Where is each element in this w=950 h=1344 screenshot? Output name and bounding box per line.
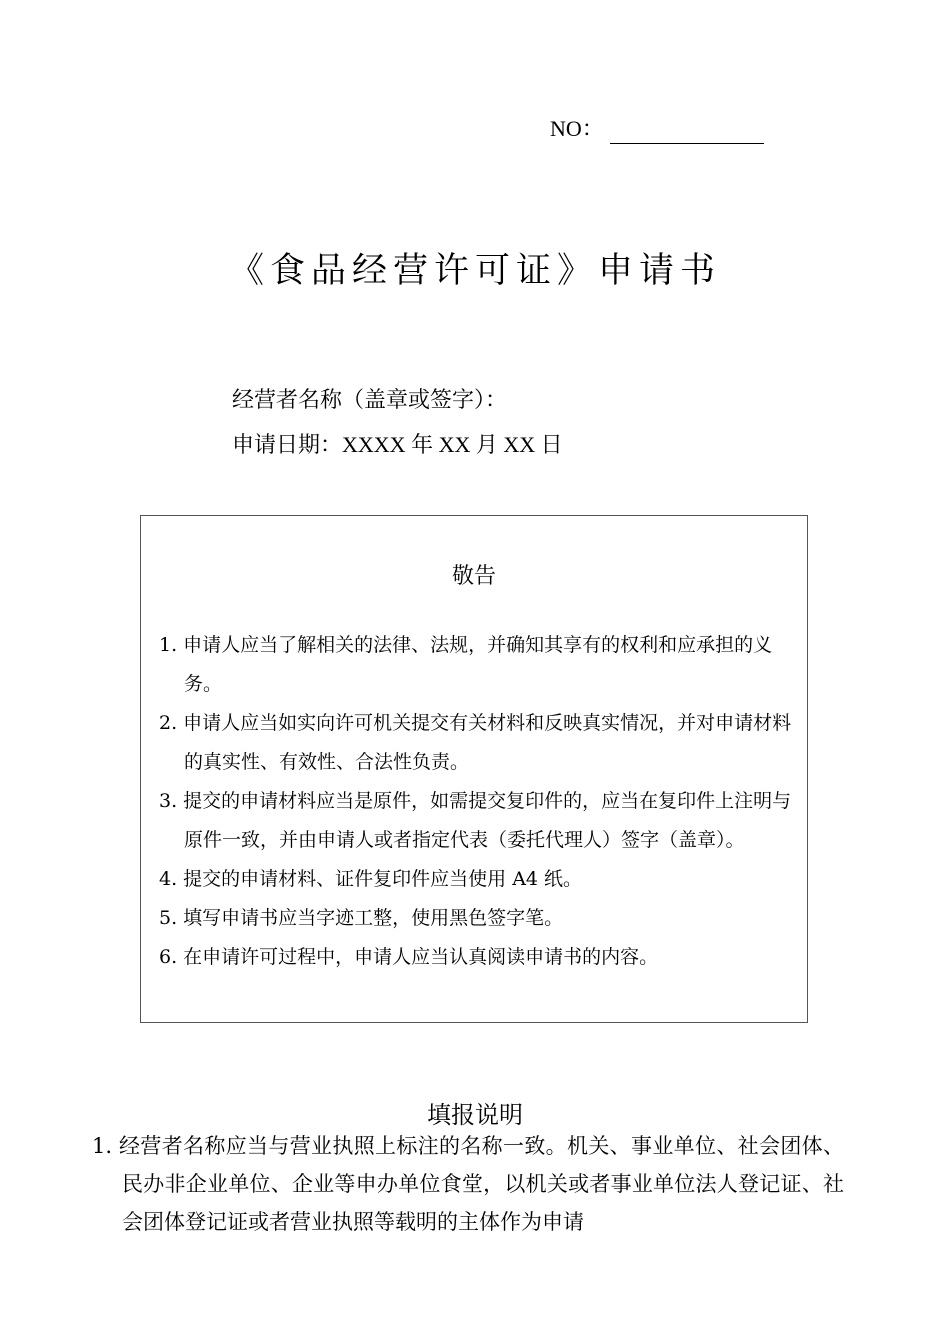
- instructions-title: 填报说明: [427, 1101, 523, 1129]
- instruction-item: 1. 经营者名称应当与营业执照上标注的名称一致。机关、事业单位、社会团体、民办非企业单位、企业等申办单位食堂，以机关或者事业单位法人登记证、社会团体登记证或者营业执照等载明的主体作为申请: [92, 1134, 844, 1234]
- operator-name-label: 经营者名称（盖章或签字）：: [232, 388, 508, 413]
- notice-item: 4. 提交的申请材料、证件复印件应当使用 A4 纸。: [159, 868, 583, 890]
- instructions-list: [92, 1127, 844, 1241]
- notice-list: [150, 626, 805, 977]
- operator-name-line: [232, 379, 563, 423]
- notice-box: [140, 515, 808, 1023]
- notice-item: 6. 在申请许可过程中，申请人应当认真阅读申请书的内容。: [159, 946, 659, 968]
- application-date-label: 申请日期：: [232, 433, 343, 458]
- form-number: [550, 114, 764, 144]
- application-date-value: XXXX 年 XX 月 XX 日: [342, 432, 563, 457]
- notice-item: 2. 申请人应当如实向许可机关提交有关材料和反映真实情况，并对申请材料的真实性、有效性、合法性负责。: [159, 712, 792, 773]
- form-number-blank[interactable]: [610, 115, 764, 144]
- applicant-meta: [232, 379, 563, 468]
- form-number-label: NO：: [550, 116, 604, 141]
- notice-title: 敬告: [451, 564, 496, 589]
- notice-item: 5. 填写申请书应当字迹工整，使用黑色签字笔。: [159, 907, 564, 929]
- application-date-line: [232, 423, 563, 468]
- document-title: 《食品经营许可证》申请书: [228, 251, 721, 291]
- notice-item: 1. 申请人应当了解相关的法律、法规，并确知其享有的权利和应承担的义务。: [159, 634, 773, 695]
- notice-item: 3. 提交的申请材料应当是原件，如需提交复印件的，应当在复印件上注明与原件一致，并由申请人或者指定代表（委托代理人）签字（盖章）。: [159, 790, 792, 851]
